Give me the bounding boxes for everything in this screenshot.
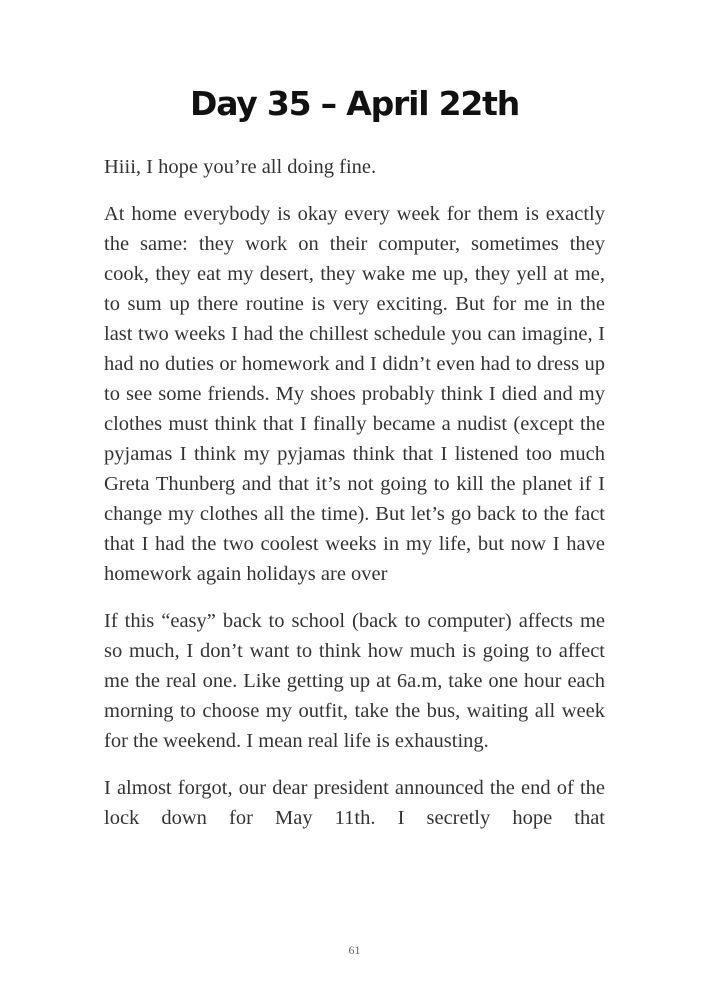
page-number: 61	[348, 943, 361, 957]
page-title: Day 35 – April 22th	[190, 84, 519, 123]
paragraph-home-routine: At home everybody is okay every week for them is exactly the same: they work on their computer, sometimes they cook, they eat my desert, they wake me up, they yell at me, to sum up there routine is very exciting. But for me in the last two weeks I had the chillest schedule you can imagine, I had no duties or homework and I didn’t even had to dress up to see some friends. My shoes probably think I died and my clothes must think that I finally became a nudist (except the pyjamas I think my pyjamas think that I listened too much Greta Thunberg and that it’s not going to kill the planet if I change my clothes all the time). But let’s go back to the fact that I had the two coolest weeks in my life, but now I have homework again holidays are over	[104, 203, 605, 585]
body-text	[104, 152, 605, 833]
paragraph-lockdown: I almost forgot, our dear president announced the end of the lock down for May 11th. I secretly hope that	[104, 777, 605, 829]
paragraph-greeting: Hiii, I hope you’re all doing fine.	[104, 156, 377, 178]
paragraph-back-to-school: If this “easy” back to school (back to computer) affects me so much, I don’t want to think how much is going to affect me the real one. Like getting up at 6a.m, take one hour each morning to choose my outfit, take the bus, waiting all week for the weekend. I mean real life is exhausting.	[104, 610, 605, 752]
